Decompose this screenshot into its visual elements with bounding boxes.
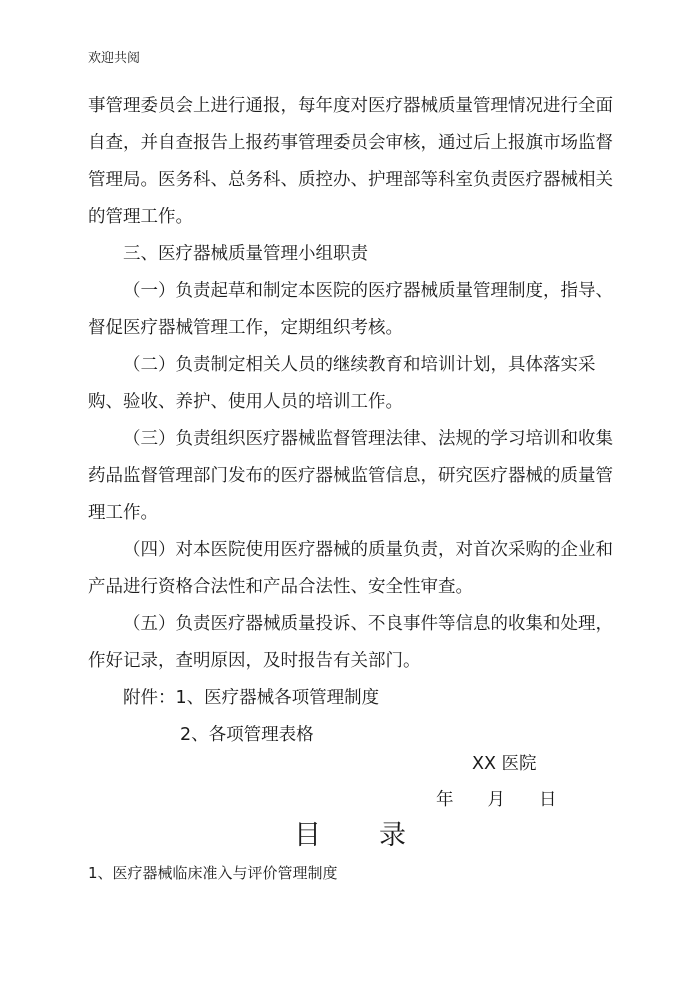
section-heading: 三、医疗器械质量管理小组职责 bbox=[123, 244, 368, 264]
duty-item-3: （三）负责组织医疗器械监督管理法律、法规的学习培训和收集药品监督管理部门发布的医疗器械监管信息，研究医疗器械的质量管理工作。 bbox=[88, 429, 613, 523]
duty-item-2: （二）负责制定相关人员的继续教育和培训计划，具体落实采购、验收、养护、使用人员的培训工作。 bbox=[88, 355, 596, 412]
document-body bbox=[88, 88, 628, 754]
attachment-line-2: 2、各项管理表格 bbox=[180, 725, 314, 745]
page-header: 欢迎共阅 bbox=[88, 51, 141, 66]
duty-item-5: （五）负责医疗器械质量投诉、不良事件等信息的收集和处理，作好记录，查明原因，及时报告有关部门。 bbox=[88, 614, 613, 671]
duty-item-4: （四）对本医院使用医疗器械的质量负责，对首次采购的企业和产品进行资格合法性和产品合法性、安全性审查。 bbox=[88, 540, 613, 597]
toc-title-char-2: 录 bbox=[379, 820, 406, 851]
date-year: 年 bbox=[436, 790, 454, 810]
toc-title bbox=[294, 816, 406, 856]
duty-item-1: （一）负责起草和制定本医院的医疗器械质量管理制度，指导、督促医疗器械管理工作，定期组织考核。 bbox=[88, 281, 613, 338]
date-month: 月 bbox=[487, 790, 505, 810]
toc-title-char-1: 目 bbox=[294, 820, 321, 851]
paragraph-continuation: 事管理委员会上进行通报，每年度对医疗器械质量管理情况进行全面自查，并自查报告上报药事管理委员会审核，通过后上报旗市场监督管理局。医务科、总务科、质控办、护理部等科室负责医疗器械相关的管理工作。 bbox=[88, 96, 613, 227]
date-day: 日 bbox=[539, 790, 557, 810]
attachment-line-1: 附件：1、医疗器械各项管理制度 bbox=[123, 688, 380, 708]
toc-item-1: 1、医疗器械临床准入与评价管理制度 bbox=[88, 864, 338, 882]
signature-hospital: XX 医院 bbox=[472, 754, 537, 774]
signature-date bbox=[436, 786, 557, 814]
